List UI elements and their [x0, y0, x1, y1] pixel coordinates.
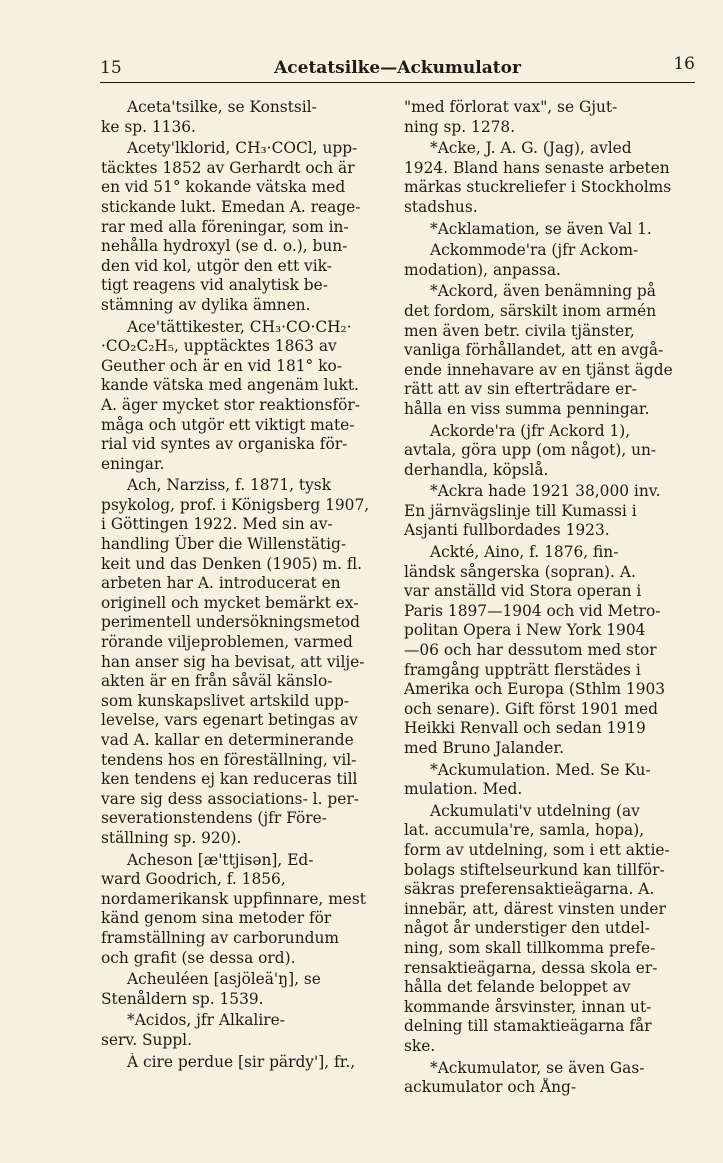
- text-line: Ackumulati'v utdelning (av: [430, 801, 640, 820]
- text-line: stadshus.: [404, 197, 478, 216]
- text-line: Ackté, Aino, f. 1876, fin-: [430, 543, 619, 562]
- text-line: ken tendens ej kan reduceras till: [101, 770, 358, 789]
- right-column: [404, 98, 698, 1100]
- text-line: stickande lukt. Emedan A. reage-: [101, 197, 361, 216]
- text-line: ske.: [404, 1036, 436, 1055]
- text-line: Asjanti fullbordades 1923.: [404, 521, 610, 540]
- text-line: *Ackumulation. Med. Se Ku-: [430, 760, 651, 779]
- text-line: Ackommode'ra (jfr Ackom-: [430, 241, 639, 260]
- text-line: den vid kol, utgör den ett vik-: [101, 256, 332, 275]
- text-line: säkras preferensaktieägarna. A.: [404, 880, 655, 899]
- text-line: *Acidos, jfr Alkalire-: [127, 1011, 285, 1030]
- text-line: märkas stuckreliefer i Stockholms: [404, 178, 672, 197]
- text-line: känd genom sina metoder för: [101, 909, 332, 928]
- text-line: mulation. Med.: [404, 780, 523, 799]
- text-line: arbeten har A. introducerat en: [101, 574, 341, 593]
- text-line: serv. Suppl.: [101, 1030, 192, 1049]
- text-line: var anställd vid Stora operan i: [404, 582, 642, 601]
- text-line: ställning sp. 920).: [101, 828, 242, 847]
- text-line: ackumulator och Ång-: [404, 1078, 577, 1097]
- text-line: Ach, Narziss, f. 1871, tysk: [127, 476, 332, 495]
- dictionary-entry: [101, 970, 391, 1009]
- text-line: —06 och har dessutom med stor: [404, 641, 657, 660]
- text-line: 1924. Bland hans senaste arbeten: [404, 158, 670, 177]
- text-line: eningar.: [101, 454, 165, 473]
- text-line: ning, som skall tillkomma prefe-: [404, 938, 656, 957]
- text-line: originell och mycket bemärkt ex-: [101, 593, 359, 612]
- text-line: men även betr. civila tjänster,: [404, 321, 635, 340]
- text-line: À cire perdue [sir pärdy'], fr.,: [127, 1052, 356, 1071]
- text-line: ning sp. 1278.: [404, 117, 516, 136]
- text-line: Acety'lklorid, CH₃·COCl, upp-: [127, 139, 358, 158]
- text-line: levelse, vars egenart betingas av: [101, 711, 358, 730]
- text-line: ke sp. 1136.: [101, 117, 196, 136]
- text-line: vad A. kallar en determinerande: [101, 731, 354, 749]
- text-line: *Acklamation, se även Val 1.: [430, 219, 652, 238]
- running-title: Acetatsilke—Ackumulator: [274, 58, 521, 78]
- text-line: en vid 51° kokande vätska med: [101, 178, 346, 197]
- text-line: handling Über die Willenstätig-: [101, 535, 347, 554]
- text-line: Stenåldern sp. 1539.: [101, 989, 264, 1008]
- text-line: Aceta'tsilke, se Konstsil-: [127, 98, 317, 116]
- dictionary-entry: [101, 476, 391, 848]
- dictionary-entry: [404, 241, 698, 280]
- text-line: Acheuléen [asjöleä'ŋ], se: [127, 970, 321, 989]
- text-line: nordamerikansk uppfinnare, mest: [101, 889, 366, 908]
- text-line: rörande viljeproblemen, varmed: [101, 633, 353, 652]
- text-line: avtala, göra upp (om något), un-: [404, 441, 657, 460]
- text-line: vare sig dess associations- l. per-: [101, 789, 359, 808]
- text-line: bolags stiftelseurkund kan tillför-: [404, 860, 665, 879]
- text-line: *Ackra hade 1921 38,000 inv.: [430, 482, 661, 501]
- text-line: kommande årsvinster, innan ut-: [404, 997, 652, 1016]
- text-line: måga och utgör ett viktigt mate-: [101, 415, 355, 434]
- text-line: Heikki Renvall och sedan 1919: [404, 719, 646, 738]
- text-line: *Acke, J. A. G. (Jag), avled: [430, 139, 632, 158]
- text-line: något år understiger den utdel-: [404, 919, 651, 938]
- text-line: och grafit (se dessa ord).: [101, 948, 296, 967]
- text-line: rar med alla föreningar, som in-: [101, 217, 349, 236]
- page-number-right: 16: [673, 54, 695, 74]
- text-line: och senare). Gift först 1901 med: [404, 699, 658, 718]
- text-line: Acheson [æ'ttjisən], Ed-: [127, 850, 314, 869]
- text-line: han anser sig ha bevisat, att vilje-: [101, 652, 365, 671]
- text-line: det fordom, särskilt inom armén: [404, 301, 657, 320]
- text-line: modation), anpassa.: [404, 260, 561, 279]
- text-line: kande vätska med angenäm lukt.: [101, 376, 359, 395]
- text-line: lat. accumula're, samla, hopa),: [404, 821, 645, 840]
- text-line: ward Goodrich, f. 1856,: [101, 870, 286, 889]
- text-line: Ace'tättikester, CH₃·CO·CH₂·: [127, 317, 352, 336]
- dictionary-entry: [101, 139, 391, 315]
- text-line: keit und das Denken (1905) m. fl.: [101, 554, 363, 573]
- dictionary-entry: [101, 1053, 391, 1073]
- text-line: perimentell undersökningsmetod: [101, 613, 361, 632]
- text-line: Amerika och Europa (Sthlm 1903: [404, 680, 666, 699]
- text-line: framgång uppträtt flerstädes i: [404, 660, 641, 679]
- text-line: hålla det felande beloppet av: [404, 978, 631, 997]
- text-line: rätt att av sin efterträdare er-: [404, 380, 637, 399]
- text-line: framställning av carborundum: [101, 928, 339, 947]
- text-line: rensaktieägarna, dessa skola er-: [404, 958, 658, 977]
- text-line: A. äger mycket stor reaktionsför-: [101, 395, 360, 414]
- dictionary-entry: [404, 282, 698, 419]
- dictionary-entry: [404, 1059, 698, 1098]
- dictionary-entry: [404, 422, 698, 481]
- dictionary-entry: [101, 318, 391, 475]
- text-line: innebär, att, därest vinsten under: [404, 899, 666, 918]
- text-line: rial vid syntes av organiska för-: [101, 435, 348, 454]
- dictionary-entry: [404, 98, 698, 137]
- page-number-left: 15: [100, 58, 122, 78]
- text-line: vanliga förhållandet, att en avgå-: [404, 341, 664, 360]
- text-line: hålla en viss summa penningar.: [404, 399, 650, 418]
- text-line: täcktes 1852 av Gerhardt och är: [101, 158, 355, 177]
- text-line: En järnvägslinje till Kumassi i: [404, 501, 637, 520]
- text-line: ·CO₂C₂H₅, upptäcktes 1863 av: [101, 337, 337, 356]
- dictionary-entry: [101, 1011, 391, 1050]
- dictionary-entry: [404, 761, 698, 800]
- text-line: Paris 1897—1904 och vid Metro-: [404, 601, 661, 620]
- text-line: med Bruno Jalander.: [404, 739, 564, 757]
- text-line: ländsk sångerska (sopran). A.: [404, 562, 636, 581]
- text-line: som kunskapslivet artskild upp-: [101, 691, 350, 710]
- text-line: Geuther och är en vid 181° ko-: [101, 356, 342, 375]
- left-column: [101, 98, 391, 1074]
- dictionary-entry: [404, 482, 698, 541]
- dictionary-entry: [404, 220, 698, 240]
- dictionary-entry: [101, 851, 391, 969]
- dictionary-entry: [404, 802, 698, 1057]
- text-line: Ackorde'ra (jfr Ackord 1),: [430, 421, 631, 440]
- text-line: delning till stamaktieägarna får: [404, 1017, 652, 1036]
- text-line: stämning av dylika ämnen.: [101, 295, 311, 314]
- text-line: derhandla, köpslå.: [404, 460, 549, 479]
- text-line: ende innehavare av en tjänst ägde: [404, 360, 673, 379]
- text-line: severationstendens (jfr Före-: [101, 809, 327, 828]
- text-line: akten är en från såväl känslo-: [101, 672, 333, 691]
- text-line: tendens hos en föreställning, vil-: [101, 750, 357, 769]
- dictionary-entry: [404, 543, 698, 759]
- text-line: psykolog, prof. i Königsberg 1907,: [101, 495, 370, 514]
- text-line: politan Opera i New York 1904: [404, 621, 646, 640]
- text-line: *Ackumulator, se även Gas-: [430, 1058, 645, 1077]
- text-line: i Göttingen 1922. Med sin av-: [101, 515, 333, 534]
- text-line: tigt reagens vid analytisk be-: [101, 276, 328, 295]
- page-header: [100, 54, 695, 83]
- dictionary-entry: [101, 98, 391, 137]
- text-line: "med förlorat vax", se Gjut-: [404, 98, 618, 116]
- text-line: *Ackord, även benämning på: [430, 282, 656, 301]
- text-line: nehålla hydroxyl (se d. o.), bun-: [101, 237, 348, 256]
- text-line: form av utdelning, som i ett aktie-: [404, 840, 670, 859]
- dictionary-entry: [404, 139, 698, 217]
